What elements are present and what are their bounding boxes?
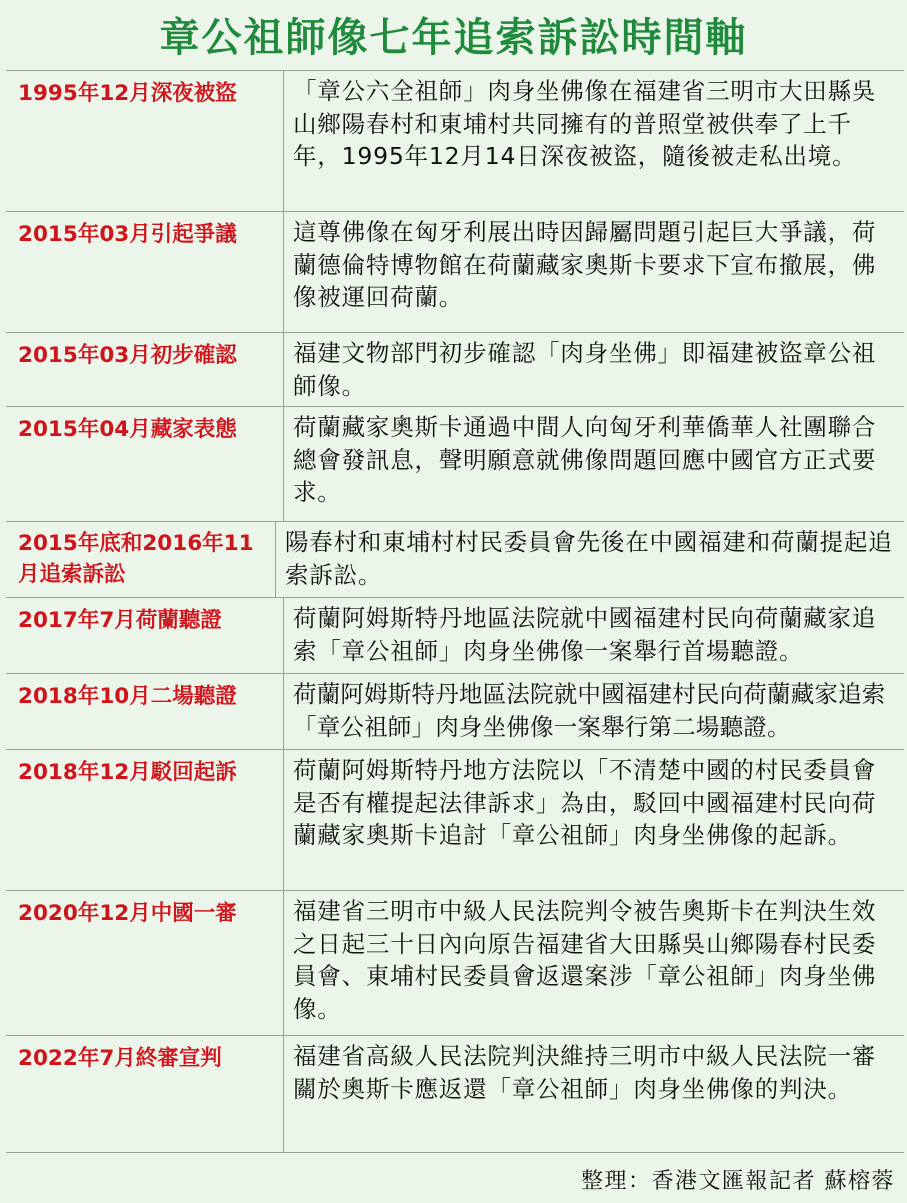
event-description: 荷蘭阿姆斯特丹地區法院就中國福建村民向荷蘭藏家追索「章公祖師」肉身坐佛像一案舉行第二場聽證。: [293, 680, 886, 741]
timeline-row: [6, 750, 904, 891]
event-description: 福建文物部門初步確認「肉身坐佛」即福建被盜章公祖師像。: [293, 339, 877, 400]
credit-line: 整理：香港文匯報記者 蘇榕蓉: [581, 1168, 895, 1194]
event-date: 2018年12月駁回起訴: [6, 750, 284, 890]
event-description: 荷蘭阿姆斯特丹地方法院以「不清楚中國的村民委員會是否有權提起法律訴求」為由，駁回中國福建村民向荷蘭藏家奧斯卡追討「章公祖師」肉身坐佛像的起訴。: [293, 756, 877, 850]
timeline-row: [6, 674, 904, 750]
event-description: 荷蘭藏家奧斯卡通過中間人向匈牙利華僑華人社團聯合總會發訊息，聲明願意就佛像問題回應中國官方正式要求。: [293, 413, 877, 507]
event-description: 這尊佛像在匈牙利展出時因歸屬問題引起巨大爭議，荷蘭德倫特博物館在荷蘭藏家奧斯卡要求下宣布撤展，佛像被運回荷蘭。: [293, 218, 877, 312]
event-description: 福建省高級人民法院判決維持三明市中級人民法院一審關於奧斯卡應返還「章公祖師」肉身坐佛像的判決。: [293, 1042, 877, 1103]
event-description: 福建省三明市中級人民法院判令被告奧斯卡在判決生效之日起三十日內向原告福建省大田縣吳山鄉陽春村民委員會、東埔村民委員會返還案涉「章公祖師」肉身坐佛像。: [293, 897, 877, 1023]
timeline-row: [6, 333, 904, 407]
event-description: 陽春村和東埔村村民委員會先後在中國福建和荷蘭提起追索訴訟。: [285, 528, 893, 589]
timeline-row: [6, 71, 904, 212]
timeline-row: [6, 522, 904, 598]
event-date: 2015年04月藏家表態: [6, 407, 284, 521]
event-date: 2015年底和2016年11月追索訴訟: [6, 522, 276, 597]
timeline-row: [6, 407, 904, 522]
event-date: 2018年10月二場聽證: [6, 674, 284, 749]
event-description: 荷蘭阿姆斯特丹地區法院就中國福建村民向荷蘭藏家追索「章公祖師」肉身坐佛像一案舉行首場聽證。: [293, 604, 877, 665]
event-date: 2022年7月終審宣判: [6, 1036, 284, 1152]
event-date: 2020年12月中國一審: [6, 891, 284, 1035]
event-date: 2015年03月初步確認: [6, 333, 284, 406]
event-description: 「章公六全祖師」肉身坐佛像在福建省三明市大田縣吳山鄉陽春村和東埔村共同擁有的普照堂被供奉了上千年，1995年12月14日深夜被盜，隨後被走私出境。: [293, 77, 877, 171]
page-title: 章公祖師像七年追索訴訟時間軸: [159, 13, 748, 61]
event-date: 2017年7月荷蘭聽證: [6, 598, 284, 673]
timeline-table: [6, 70, 904, 1153]
event-date: 2015年03月引起爭議: [6, 212, 284, 332]
timeline-row: [6, 1036, 904, 1153]
timeline-row: [6, 598, 904, 674]
timeline-row: [6, 891, 904, 1036]
event-date: 1995年12月深夜被盜: [6, 71, 284, 211]
timeline-row: [6, 212, 904, 333]
